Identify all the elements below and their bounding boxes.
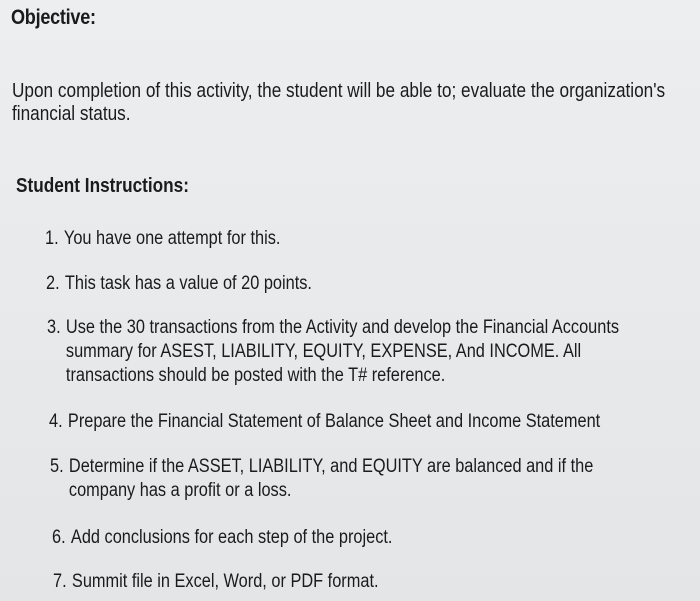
instruction-item-7 [53,570,655,594]
instruction-text: You have one attempt for this. [63,228,281,249]
instruction-number: 4. [49,411,63,432]
instruction-number: 2. [46,273,60,294]
instruction-item-1 [45,227,647,251]
instruction-item-3 [47,316,666,388]
instruction-item-2 [46,272,648,296]
instruction-text: Determine if the ASSET, LIABILITY, and EQUITY are balanced and if the company has a profit or a loss. [68,456,594,501]
objective-text: Upon completion of this activity, the student will be able to; evaluate the organization's financial status. [12,80,666,125]
instruction-number: 5. [50,456,64,477]
instruction-text: Use the 30 transactions from the Activity and develop the Financial Accounts summary for ASEST, LIABILITY, EQUITY, EXPENSE, And INCOME. All transactions should be posted with the T# reference. [65,317,620,386]
instruction-number: 3. [47,317,61,338]
objective-heading: Objective: [11,6,96,29]
instruction-number: 7. [53,571,67,592]
instruction-text: Prepare the Financial Statement of Balance Sheet and Income Statement [67,411,601,432]
student-instructions-heading: Student Instructions: [16,175,189,197]
instruction-item-4 [49,410,668,434]
instruction-text: This task has a value of 20 points. [64,273,312,294]
instruction-text: Add conclusions for each step of the project. [70,527,393,548]
instruction-text: Summit file in Excel, Word, or PDF format. [71,571,379,592]
instruction-item-5 [50,455,652,503]
instruction-number: 1. [45,228,59,249]
instruction-item-6 [52,526,654,550]
instruction-number: 6. [52,527,66,548]
